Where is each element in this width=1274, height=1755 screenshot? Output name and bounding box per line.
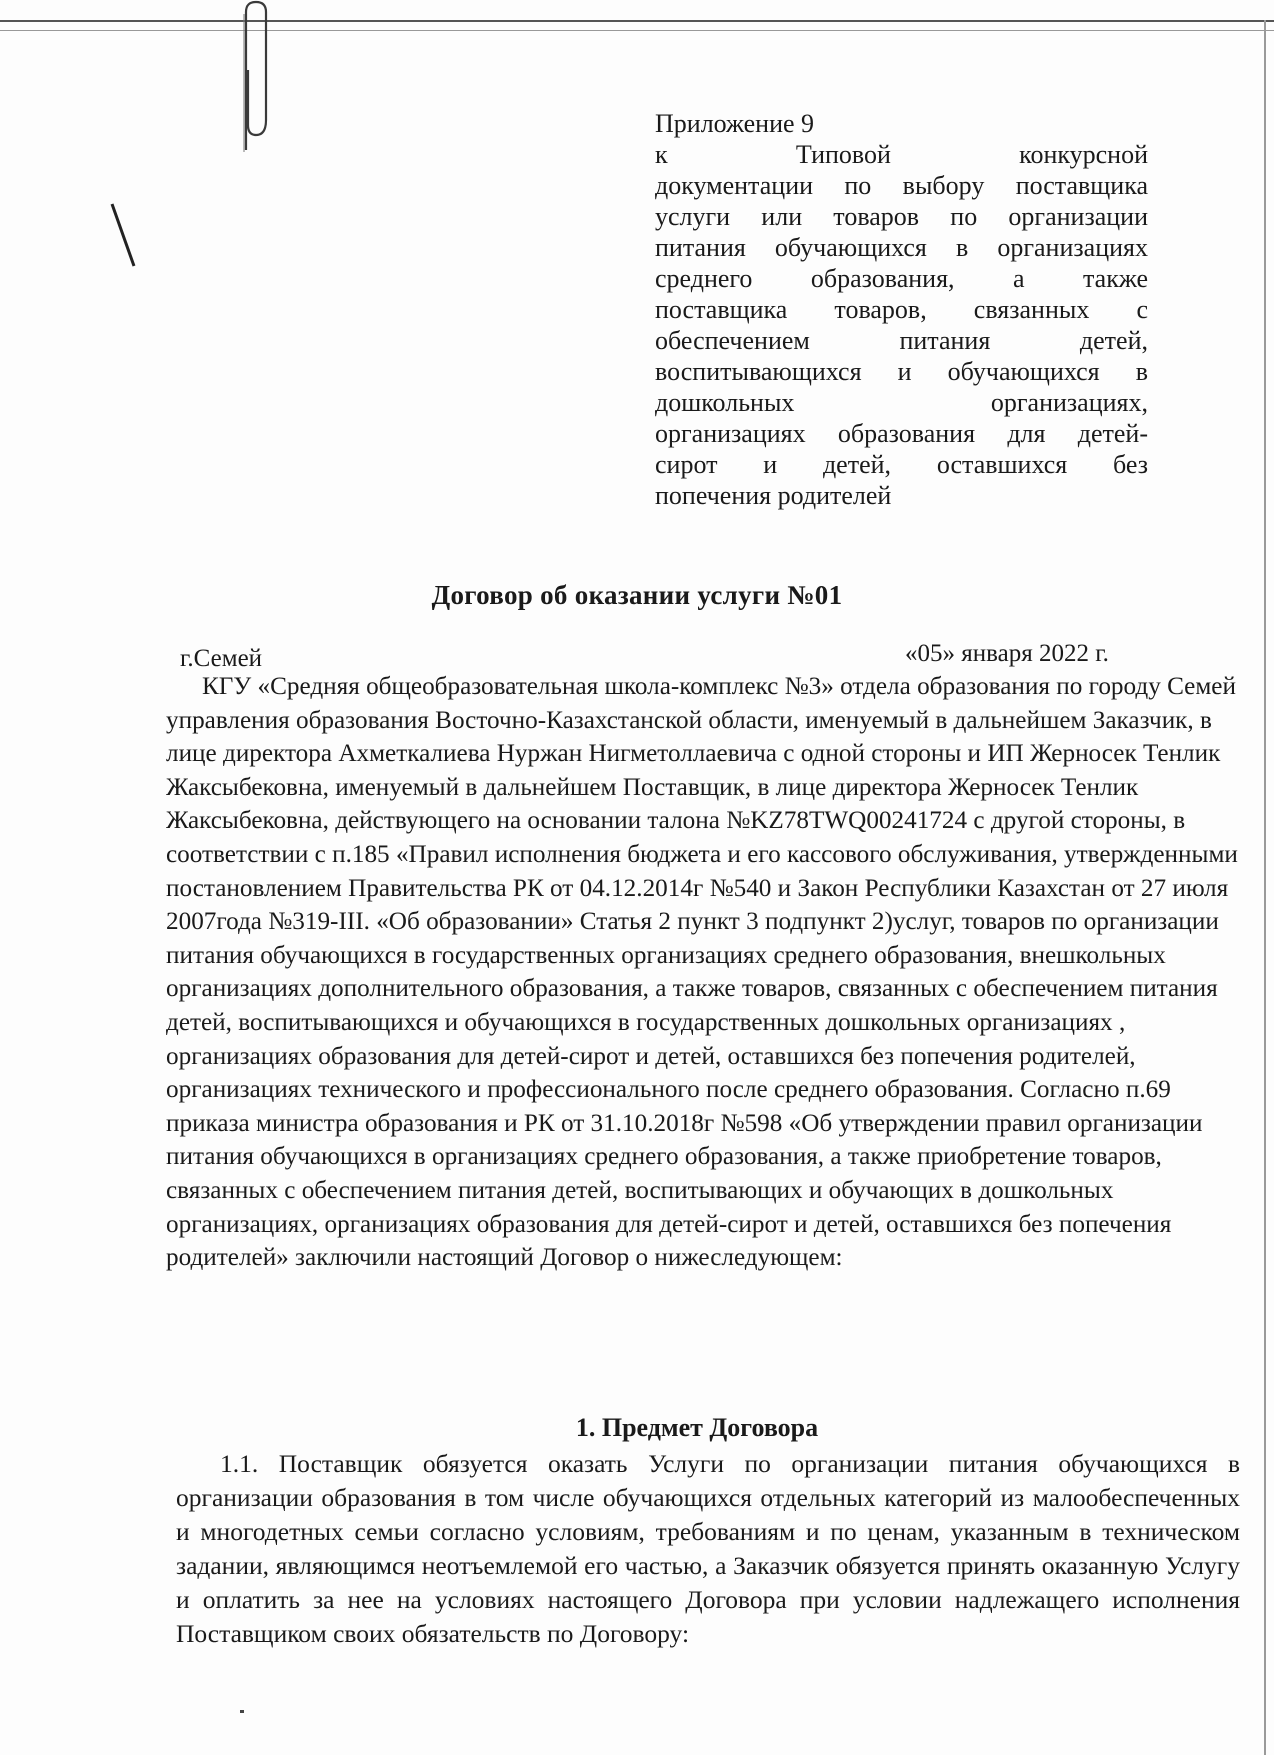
contract-preamble	[166, 670, 1246, 1275]
appendix-line: организациях образования для детей-	[655, 419, 1148, 448]
appendix-line: к Типовой конкурсной	[655, 140, 1148, 169]
appendix-line: обеспечением питания детей,	[655, 326, 1148, 355]
appendix-line: сирот и детей, оставшихся без	[655, 450, 1148, 479]
page-edge-top	[0, 20, 1274, 31]
section-title: 1. Предмет Договора	[575, 1413, 819, 1442]
appendix-line: дошкольных организациях,	[655, 388, 1148, 417]
preamble-paragraph: КГУ «Средняя общеобразовательная школа-комплекс №3» отдела образования по городу Семей управления образования Восточно-Казахстанской области, именуемый в дальнейшем Заказчик, в лице директора Ахметкалиева Нуржан Нигметоллаевича с одной стороны и ИП Жерносек Тенлик Жаксыбековна, именуемый в дальнейшем Поставщик, в лице директора Жерносек Тенлик Жаксыбековна, действующего на основании талона №KZ78TWQ00241724 с другой стороны, в соответствии с п.185 «Правил исполнения бюджета и его кассового обслуживания, утвержденными постановлением Правительства РК от 04.12.2014г №540 и Закон Республики Казахстан от 27 июля 2007года №319-III. «Об образовании» Статья 2 пункт 3 подпункт 2)услуг, товаров по организации питания обучающихся в государственных организациях среднего образования, внешкольных организациях дополнительного образования, а также товаров, связанных с обеспечением питания детей, воспитывающихся и обучающихся в государственных дошкольных организациях , организациях образования для детей-сирот и детей, оставшихся без попечения родителей, организациях технического и профессионального после среднего образования. Согласно п.69 приказа министра образования и РК от 31.10.2018г №598 «Об утверждении правил организации питания обучающихся в организациях среднего образования, а также приобретение товаров, связанных с обеспечением питания детей, воспитывающих и обучающих в дошкольных организациях, организациях образования для детей-сирот и детей, оставшихся без попечения родителей» заключили настоящий Договор о нижеследующем:	[166, 673, 1238, 1272]
paper-clip-icon	[226, 0, 286, 160]
appendix-line: среднего образования, а также	[655, 264, 1148, 293]
appendix-line: питания обучающихся в организациях	[655, 233, 1148, 262]
appendix-line: попечения родителей	[655, 481, 892, 510]
page-edge-right	[1264, 20, 1266, 1755]
clause-paragraph: 1.1. Поставщик обязуется оказать Услуги по организации питания обучающихся в организации образования в том числе обучающихся отдельных категорий из малообеспеченных и многодетных семьи согласно условиям, требованиям и по ценам, указанным в техническом задании, являющимся неотъемлемой его частью, а Заказчик обязуется принять оказанную Услугу и оплатить за нее на условиях настоящего Договора при условии надлежащего исполнения Поставщиком своих обязательств по Договору:	[176, 1449, 1240, 1648]
appendix-line: поставщика товаров, связанных с	[655, 295, 1148, 324]
contract-title: Договор об оказании услуги №01	[431, 580, 843, 610]
appendix-line: документации по выбору поставщика	[655, 171, 1148, 200]
scan-speck	[240, 1710, 244, 1713]
appendix-line: Приложение 9	[655, 109, 815, 138]
pen-stroke-mark	[108, 200, 138, 270]
appendix-block	[655, 108, 1148, 511]
contract-city: г.Семей	[180, 645, 263, 672]
appendix-line: воспитывающихся и обучающихся в	[655, 357, 1148, 386]
appendix-line: услуги или товаров по организации	[655, 202, 1148, 231]
contract-date: «05» января 2022 г.	[905, 640, 1109, 667]
clause-1-1	[176, 1447, 1240, 1651]
